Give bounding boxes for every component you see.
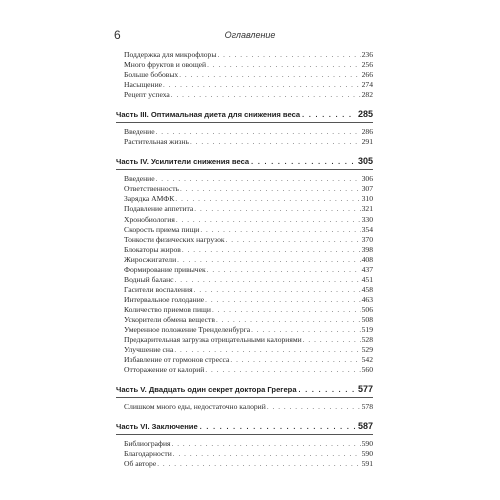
entry-title: Скорость приема пищи xyxy=(124,224,200,234)
part-page-number: 577 xyxy=(357,384,373,395)
part-heading xyxy=(116,421,373,435)
toc-entry xyxy=(116,50,373,60)
dot-leader xyxy=(156,128,361,137)
entry-title: Хронобиология xyxy=(124,214,175,224)
entry-title: Ответственность xyxy=(124,184,179,194)
dot-leader xyxy=(200,226,360,235)
page-number: 6 xyxy=(114,28,121,42)
toc-entry xyxy=(116,439,373,449)
dot-leader xyxy=(205,296,360,305)
toc-entry xyxy=(116,275,373,285)
entry-page-number: 408 xyxy=(361,254,373,264)
dot-leader xyxy=(217,51,360,60)
toc-entry xyxy=(116,285,373,295)
table-of-contents xyxy=(116,50,373,469)
toc-entry xyxy=(116,365,373,375)
toc-entry xyxy=(116,90,373,100)
toc-entry xyxy=(116,215,373,225)
entry-title: Подавление аппетита xyxy=(124,204,194,214)
dot-leader xyxy=(205,366,360,375)
dot-leader xyxy=(207,61,361,70)
entry-title: Введение xyxy=(124,127,155,137)
part-page-number: 587 xyxy=(357,421,373,432)
dot-leader xyxy=(216,316,361,325)
entry-title: Зарядка АМФК xyxy=(124,194,175,204)
entry-title: Жиросжигатели xyxy=(124,254,177,264)
entry-title: Блокаторы жиров xyxy=(124,244,181,254)
entry-page-number: 236 xyxy=(361,50,373,59)
entry-title: Предкарительная загрузка отрицательными калориями xyxy=(124,335,302,345)
dot-leader xyxy=(230,356,360,365)
dot-leader xyxy=(194,286,361,295)
toc-entry xyxy=(116,459,373,469)
toc-entry xyxy=(116,80,373,90)
entry-title: Умеренное положение Тренделенбурга xyxy=(124,325,251,335)
dot-leader xyxy=(173,450,361,459)
toc-entry xyxy=(116,325,373,335)
dot-leader xyxy=(171,91,361,100)
entry-title: Насыщение xyxy=(124,80,163,90)
entry-title: Водный баланс xyxy=(124,274,174,284)
toc-entry xyxy=(116,137,373,147)
entry-page-number: 529 xyxy=(361,345,373,355)
entry-page-number: 560 xyxy=(361,365,373,375)
entry-title: Введение xyxy=(124,174,155,184)
entry-page-number: 463 xyxy=(361,294,373,304)
entry-title: Слишком много еды, недостаточно калорий xyxy=(124,402,266,412)
entry-title: Об авторе xyxy=(124,459,157,469)
dot-leader xyxy=(251,326,361,335)
entry-page-number: 458 xyxy=(361,284,373,294)
dot-leader xyxy=(163,81,361,90)
entry-title: Тонкости физических нагрузок xyxy=(124,234,225,244)
part-title: Часть IV. Усилители снижения веса xyxy=(116,157,250,167)
dot-leader xyxy=(267,403,361,412)
toc-entry xyxy=(116,402,373,412)
dot-leader xyxy=(226,236,361,245)
toc-entry xyxy=(116,305,373,315)
entry-page-number: 506 xyxy=(361,304,373,314)
dot-leader xyxy=(180,185,361,194)
entry-page-number: 370 xyxy=(361,234,373,244)
entry-title: Гасители воспаления xyxy=(124,284,193,294)
entry-page-number: 266 xyxy=(361,70,373,80)
dot-leader xyxy=(207,266,361,275)
dot-leader xyxy=(175,276,361,285)
entry-page-number: 330 xyxy=(361,214,373,224)
entry-page-number: 528 xyxy=(361,335,373,345)
part-heading xyxy=(116,384,373,398)
part-heading xyxy=(116,109,373,123)
toc-entry xyxy=(116,127,373,137)
toc-entry xyxy=(116,449,373,459)
dot-leader xyxy=(303,336,361,345)
entry-title: Больше бобовых xyxy=(124,70,179,80)
entry-page-number: 274 xyxy=(361,80,373,90)
entry-page-number: 286 xyxy=(361,127,373,137)
dot-leader xyxy=(174,346,360,355)
entry-page-number: 282 xyxy=(361,90,373,100)
entry-title: Благодарности xyxy=(124,449,172,459)
dot-leader xyxy=(175,195,360,204)
entry-page-number: 590 xyxy=(361,449,373,459)
dot-leader xyxy=(182,246,361,255)
dot-leader xyxy=(200,424,356,431)
toc-entry xyxy=(116,345,373,355)
toc-entry xyxy=(116,194,373,204)
toc-entry xyxy=(116,245,373,255)
dot-leader xyxy=(176,216,361,225)
entry-title: Ускорители обмена веществ xyxy=(124,314,215,324)
entry-page-number: 542 xyxy=(361,355,373,365)
entry-title: Интервальное голодание xyxy=(124,294,205,304)
toc-entry xyxy=(116,235,373,245)
entry-page-number: 354 xyxy=(361,224,373,234)
entry-page-number: 508 xyxy=(361,314,373,324)
toc-entry xyxy=(116,335,373,345)
toc-entry xyxy=(116,204,373,214)
entry-title: Рецепт успеха xyxy=(124,90,170,100)
entry-page-number: 398 xyxy=(361,244,373,254)
part-title: Часть III. Оптимальная диета для снижения веса xyxy=(116,110,301,120)
toc-entry xyxy=(116,60,373,70)
entry-page-number: 437 xyxy=(361,264,373,274)
entry-page-number: 307 xyxy=(361,184,373,194)
toc-entry xyxy=(116,225,373,235)
dot-leader xyxy=(212,306,361,315)
dot-leader xyxy=(177,256,360,265)
entry-page-number: 306 xyxy=(361,174,373,184)
dot-leader xyxy=(190,138,361,147)
dot-leader xyxy=(172,440,361,449)
toc-entry xyxy=(116,70,373,80)
dot-leader xyxy=(179,71,360,80)
entry-title: Растительная жизнь xyxy=(124,137,189,147)
entry-title: Отторажение от калорий xyxy=(124,365,205,375)
entry-title: Много фруктов и овощей xyxy=(124,60,207,70)
entry-title: Формирование привычек xyxy=(124,264,206,274)
entry-page-number: 578 xyxy=(361,402,373,412)
entry-page-number: 291 xyxy=(361,137,373,147)
entry-title: Избавление от гормонов стресса xyxy=(124,355,230,365)
dot-leader xyxy=(194,205,360,214)
entry-page-number: 519 xyxy=(361,325,373,335)
toc-entry xyxy=(116,315,373,325)
toc-entry xyxy=(116,355,373,365)
entry-title: Поддержка для микрофлоры xyxy=(124,50,217,59)
dot-leader xyxy=(299,387,356,394)
toc-entry xyxy=(116,184,373,194)
part-page-number: 285 xyxy=(357,109,373,120)
toc-entry xyxy=(116,174,373,184)
dot-leader xyxy=(156,175,361,184)
dot-leader xyxy=(302,112,356,119)
toc-entry xyxy=(116,255,373,265)
entry-page-number: 451 xyxy=(361,274,373,284)
entry-title: Улучшение сна xyxy=(124,345,174,355)
part-page-number: 305 xyxy=(357,156,373,167)
entry-page-number: 321 xyxy=(361,204,373,214)
entry-page-number: 591 xyxy=(361,459,373,469)
entry-page-number: 590 xyxy=(361,439,373,449)
entry-title: Количество приемов пищи xyxy=(124,304,211,314)
entry-page-number: 310 xyxy=(361,194,373,204)
entry-title: Библиография xyxy=(124,439,171,449)
running-head: Оглавление xyxy=(224,30,276,40)
toc-entry xyxy=(116,295,373,305)
part-title: Часть V. Двадцать один секрет доктора Грегера xyxy=(116,385,297,395)
toc-entry xyxy=(116,265,373,275)
entry-page-number: 256 xyxy=(361,60,373,70)
part-heading xyxy=(116,156,373,170)
dot-leader xyxy=(157,460,360,469)
dot-leader xyxy=(251,159,356,166)
part-title: Часть VI. Заключение xyxy=(116,422,198,432)
